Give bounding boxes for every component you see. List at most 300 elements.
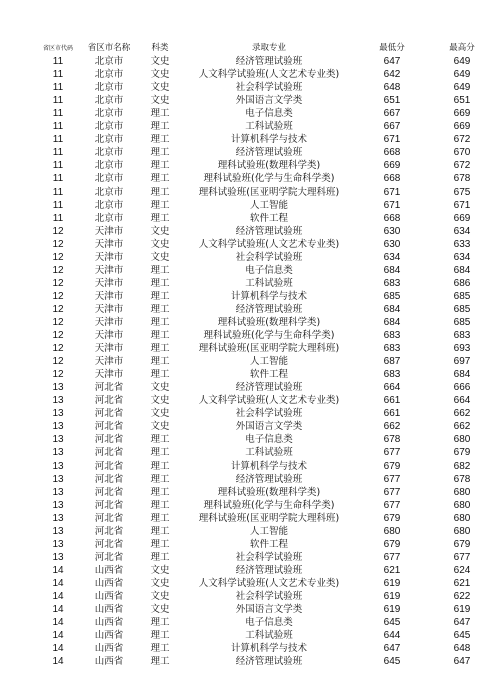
table-row — [38, 642, 498, 655]
cell-major: 工科试验班 — [245, 447, 293, 459]
table-row — [38, 159, 498, 172]
table-row — [38, 525, 498, 538]
cell-major: 理科试验班(匡亚明学院大理科班) — [198, 186, 340, 198]
table-row — [38, 355, 498, 368]
cell-province-code: 11 — [52, 82, 64, 94]
cell-max-score: 678 — [453, 173, 471, 185]
cell-subject-kind: 文史 — [150, 69, 170, 81]
cell-province-code: 11 — [52, 121, 64, 133]
cell-min-score: 668 — [383, 212, 401, 224]
column-header-province: 省区市名称 — [87, 43, 131, 54]
cell-subject-kind: 理工 — [150, 277, 170, 289]
cell-province-code: 11 — [52, 160, 64, 172]
column-header-kind: 科类 — [151, 43, 169, 54]
cell-province-code: 12 — [52, 264, 64, 276]
cell-province-name: 天津市 — [94, 330, 124, 342]
cell-province-code: 13 — [52, 460, 64, 472]
cell-min-score: 645 — [383, 656, 401, 668]
cell-province-code: 13 — [52, 538, 64, 550]
cell-province-name: 河北省 — [94, 421, 124, 433]
cell-province-name: 河北省 — [94, 499, 124, 511]
cell-min-score: 645 — [383, 617, 401, 629]
cell-subject-kind: 理工 — [150, 499, 170, 511]
cell-min-score: 667 — [383, 121, 401, 133]
cell-province-name: 河北省 — [94, 551, 124, 563]
cell-max-score: 645 — [453, 630, 471, 642]
cell-min-score: 684 — [383, 303, 401, 315]
table-row — [38, 107, 498, 120]
table-row — [38, 68, 498, 81]
table-row — [38, 290, 498, 303]
cell-major: 社会科学试验班 — [235, 251, 303, 263]
cell-major: 人文科学试验班(人文艺术专业类) — [198, 238, 340, 250]
table-row — [38, 251, 498, 264]
cell-min-score: 683 — [383, 369, 401, 381]
cell-province-name: 山西省 — [94, 643, 124, 655]
cell-major: 软件工程 — [249, 212, 288, 224]
cell-major: 经济管理试验班 — [235, 382, 303, 394]
cell-province-code: 11 — [52, 95, 64, 107]
cell-province-code: 14 — [52, 643, 64, 655]
table-row — [38, 603, 498, 616]
cell-min-score: 679 — [383, 538, 401, 550]
cell-province-code: 12 — [52, 343, 64, 355]
table-row — [38, 329, 498, 342]
cell-major: 社会科学试验班 — [235, 551, 303, 563]
cell-province-code: 14 — [52, 590, 64, 602]
cell-max-score: 685 — [453, 290, 471, 302]
cell-max-score: 649 — [453, 56, 471, 68]
cell-major: 人工智能 — [249, 356, 288, 368]
cell-major: 人工智能 — [249, 199, 288, 211]
cell-major: 理科试验班(数理科学类) — [217, 486, 321, 498]
cell-subject-kind: 理工 — [150, 656, 170, 668]
cell-province-code: 12 — [52, 251, 64, 263]
cell-subject-kind: 文史 — [150, 95, 170, 107]
cell-max-score: 624 — [453, 564, 471, 576]
cell-province-name: 河北省 — [94, 525, 124, 537]
cell-min-score: 619 — [383, 590, 401, 602]
cell-max-score: 666 — [453, 382, 471, 394]
admission-score-table — [38, 42, 498, 668]
cell-subject-kind: 文史 — [150, 421, 170, 433]
table-row — [38, 629, 498, 642]
cell-max-score: 634 — [453, 251, 471, 263]
cell-major: 经济管理试验班 — [235, 225, 303, 237]
cell-min-score: 664 — [383, 382, 401, 394]
cell-subject-kind: 理工 — [150, 551, 170, 563]
cell-province-name: 北京市 — [94, 121, 124, 133]
cell-subject-kind: 理工 — [150, 369, 170, 381]
cell-province-name: 山西省 — [94, 656, 124, 668]
cell-province-code: 11 — [52, 69, 64, 81]
cell-max-score: 647 — [453, 656, 471, 668]
cell-province-name: 河北省 — [94, 486, 124, 498]
cell-min-score: 667 — [383, 108, 401, 120]
cell-province-code: 11 — [52, 173, 64, 185]
cell-major: 计算机科学与技术 — [230, 643, 307, 655]
cell-province-name: 天津市 — [94, 369, 124, 381]
cell-major: 经济管理试验班 — [235, 473, 303, 485]
cell-max-score: 621 — [453, 577, 471, 589]
cell-major: 社会科学试验班 — [235, 408, 303, 420]
cell-major: 理科试验班(数理科学类) — [217, 317, 321, 328]
cell-province-name: 河北省 — [94, 460, 124, 472]
table-row — [38, 551, 498, 564]
cell-province-name: 北京市 — [94, 108, 124, 120]
table-row — [38, 225, 498, 238]
cell-min-score: 619 — [383, 604, 401, 616]
cell-min-score: 687 — [383, 356, 401, 368]
cell-subject-kind: 文史 — [150, 251, 170, 263]
cell-major: 社会科学试验班 — [235, 590, 303, 602]
cell-min-score: 677 — [383, 551, 401, 563]
cell-province-name: 河北省 — [94, 382, 124, 394]
table-row — [38, 172, 498, 185]
cell-province-name: 天津市 — [94, 277, 124, 289]
cell-province-code: 12 — [52, 369, 64, 381]
cell-max-score: 680 — [453, 434, 471, 446]
cell-province-code: 11 — [52, 186, 64, 198]
cell-major: 理科试验班(匡亚明学院大理科班) — [198, 343, 340, 355]
cell-major: 外国语言文学类 — [235, 95, 303, 107]
cell-province-name: 天津市 — [94, 356, 124, 368]
cell-province-code: 14 — [52, 656, 64, 668]
cell-min-score: 677 — [383, 499, 401, 511]
cell-min-score: 630 — [383, 238, 401, 250]
table-row — [38, 577, 498, 590]
cell-max-score: 685 — [453, 317, 471, 328]
cell-subject-kind: 理工 — [150, 643, 170, 655]
cell-province-code: 14 — [52, 577, 64, 589]
cell-province-code: 14 — [52, 604, 64, 616]
cell-max-score: 679 — [453, 538, 471, 550]
cell-major: 人文科学试验班(人文艺术专业类) — [198, 577, 340, 589]
cell-max-score: 662 — [453, 408, 471, 420]
table-row — [38, 342, 498, 355]
cell-province-code: 13 — [52, 473, 64, 485]
cell-subject-kind: 理工 — [150, 356, 170, 368]
cell-max-score: 684 — [453, 264, 471, 276]
table-row — [38, 316, 498, 329]
cell-major: 经济管理试验班 — [235, 56, 303, 68]
cell-max-score: 683 — [453, 330, 471, 342]
cell-major: 经济管理试验班 — [235, 303, 303, 315]
cell-subject-kind: 理工 — [150, 317, 170, 328]
cell-province-name: 山西省 — [94, 604, 124, 616]
cell-min-score: 651 — [383, 95, 401, 107]
cell-subject-kind: 理工 — [150, 134, 170, 146]
table-row — [38, 433, 498, 446]
cell-province-name: 北京市 — [94, 95, 124, 107]
cell-major: 社会科学试验班 — [235, 82, 303, 94]
cell-province-code: 12 — [52, 356, 64, 368]
cell-province-name: 河北省 — [94, 447, 124, 459]
table-row — [38, 446, 498, 459]
cell-max-score: 647 — [453, 617, 471, 629]
cell-min-score: 677 — [383, 447, 401, 459]
cell-province-name: 天津市 — [94, 303, 124, 315]
cell-min-score: 621 — [383, 564, 401, 576]
cell-max-score: 622 — [453, 590, 471, 602]
cell-major: 计算机科学与技术 — [230, 460, 307, 472]
table-body — [38, 55, 498, 668]
cell-subject-kind: 理工 — [150, 460, 170, 472]
cell-max-score: 675 — [453, 186, 471, 198]
cell-province-name: 山西省 — [94, 617, 124, 629]
cell-province-name: 天津市 — [94, 251, 124, 263]
cell-subject-kind: 理工 — [150, 264, 170, 276]
table-row — [38, 146, 498, 159]
cell-max-score: 634 — [453, 225, 471, 237]
cell-min-score: 677 — [383, 486, 401, 498]
cell-province-code: 12 — [52, 277, 64, 289]
column-header-min-score: 最低分 — [379, 43, 405, 54]
table-row — [38, 394, 498, 407]
cell-min-score: 647 — [383, 643, 401, 655]
cell-major: 人工智能 — [249, 525, 288, 537]
cell-subject-kind: 理工 — [150, 538, 170, 550]
cell-min-score: 677 — [383, 473, 401, 485]
cell-min-score: 678 — [383, 434, 401, 446]
table-row — [38, 94, 498, 107]
cell-min-score: 683 — [383, 343, 401, 355]
table-row — [38, 212, 498, 225]
cell-subject-kind: 理工 — [150, 147, 170, 159]
cell-province-name: 北京市 — [94, 56, 124, 68]
cell-subject-kind: 理工 — [150, 630, 170, 642]
cell-min-score: 684 — [383, 264, 401, 276]
cell-max-score: 672 — [453, 160, 471, 172]
column-header-max-score: 最高分 — [449, 43, 475, 54]
cell-max-score: 677 — [453, 551, 471, 563]
cell-max-score: 649 — [453, 69, 471, 81]
table-row — [38, 277, 498, 290]
cell-min-score: 668 — [383, 173, 401, 185]
table-row — [38, 381, 498, 394]
cell-province-name: 天津市 — [94, 225, 124, 237]
cell-min-score: 669 — [383, 160, 401, 172]
cell-province-name: 北京市 — [94, 186, 124, 198]
table-row — [38, 499, 498, 512]
cell-min-score: 642 — [383, 69, 401, 81]
cell-subject-kind: 理工 — [150, 199, 170, 211]
cell-province-name: 山西省 — [94, 564, 124, 576]
cell-province-name: 天津市 — [94, 317, 124, 328]
cell-max-score: 697 — [453, 356, 471, 368]
cell-max-score: 670 — [453, 147, 471, 159]
cell-province-code: 11 — [52, 56, 64, 68]
cell-subject-kind: 文史 — [150, 395, 170, 407]
table-row — [38, 186, 498, 199]
column-header-major: 录取专业 — [251, 43, 286, 54]
cell-province-code: 14 — [52, 630, 64, 642]
cell-province-code: 12 — [52, 290, 64, 302]
cell-province-name: 天津市 — [94, 290, 124, 302]
cell-max-score: 671 — [453, 199, 471, 211]
cell-province-name: 山西省 — [94, 630, 124, 642]
cell-province-code: 12 — [52, 330, 64, 342]
cell-province-code: 13 — [52, 512, 64, 524]
cell-subject-kind: 理工 — [150, 473, 170, 485]
cell-subject-kind: 文史 — [150, 604, 170, 616]
cell-major: 理科试验班(化学与生命科学类) — [203, 499, 335, 511]
cell-province-name: 北京市 — [94, 147, 124, 159]
cell-min-score: 683 — [383, 277, 401, 289]
cell-min-score: 671 — [383, 186, 401, 198]
cell-province-code: 13 — [52, 551, 64, 563]
cell-min-score: 684 — [383, 317, 401, 328]
cell-province-name: 河北省 — [94, 395, 124, 407]
cell-major: 工科试验班 — [245, 630, 293, 642]
cell-subject-kind: 文史 — [150, 225, 170, 237]
cell-subject-kind: 理工 — [150, 486, 170, 498]
cell-subject-kind: 理工 — [150, 330, 170, 342]
cell-min-score: 671 — [383, 199, 401, 211]
cell-min-score: 679 — [383, 460, 401, 472]
table-row — [38, 655, 498, 668]
cell-subject-kind: 理工 — [150, 512, 170, 524]
table-row — [38, 460, 498, 473]
cell-major: 计算机科学与技术 — [230, 134, 307, 146]
cell-province-code: 12 — [52, 238, 64, 250]
cell-max-score: 669 — [453, 108, 471, 120]
cell-subject-kind: 文史 — [150, 382, 170, 394]
table-row — [38, 564, 498, 577]
cell-major: 人文科学试验班(人文艺术专业类) — [198, 395, 340, 407]
table-row — [38, 473, 498, 486]
cell-subject-kind: 理工 — [150, 173, 170, 185]
cell-province-code: 11 — [52, 134, 64, 146]
cell-province-code: 11 — [52, 199, 64, 211]
cell-min-score: 647 — [383, 56, 401, 68]
cell-province-code: 11 — [52, 212, 64, 224]
cell-major: 经济管理试验班 — [235, 564, 303, 576]
table-row — [38, 199, 498, 212]
cell-major: 电子信息类 — [245, 434, 293, 446]
cell-province-name: 北京市 — [94, 82, 124, 94]
cell-major: 软件工程 — [249, 369, 288, 381]
cell-min-score: 661 — [383, 395, 401, 407]
cell-major: 电子信息类 — [245, 617, 293, 629]
cell-major: 工科试验班 — [245, 277, 293, 289]
cell-province-name: 河北省 — [94, 434, 124, 446]
header-row — [38, 42, 498, 55]
cell-max-score: 648 — [453, 643, 471, 655]
cell-province-name: 北京市 — [94, 160, 124, 172]
cell-subject-kind: 理工 — [150, 617, 170, 629]
cell-subject-kind: 文史 — [150, 408, 170, 420]
cell-max-score: 680 — [453, 499, 471, 511]
cell-max-score: 649 — [453, 82, 471, 94]
cell-subject-kind: 文史 — [150, 590, 170, 602]
cell-subject-kind: 理工 — [150, 303, 170, 315]
cell-subject-kind: 理工 — [150, 290, 170, 302]
cell-max-score: 682 — [453, 460, 471, 472]
cell-subject-kind: 文史 — [150, 82, 170, 94]
cell-subject-kind: 文史 — [150, 577, 170, 589]
cell-min-score: 662 — [383, 421, 401, 433]
cell-max-score: 664 — [453, 395, 471, 407]
cell-min-score: 685 — [383, 290, 401, 302]
cell-province-code: 13 — [52, 408, 64, 420]
cell-province-name: 北京市 — [94, 173, 124, 185]
cell-province-code: 13 — [52, 525, 64, 537]
cell-min-score: 661 — [383, 408, 401, 420]
cell-min-score: 683 — [383, 330, 401, 342]
cell-subject-kind: 理工 — [150, 108, 170, 120]
cell-major: 计算机科学与技术 — [230, 290, 307, 302]
cell-major: 电子信息类 — [245, 108, 293, 120]
cell-subject-kind: 文史 — [150, 56, 170, 68]
table-row — [38, 420, 498, 433]
cell-province-name: 天津市 — [94, 343, 124, 355]
cell-province-name: 山西省 — [94, 590, 124, 602]
table-row — [38, 55, 498, 68]
column-header-code: 省区市代码 — [42, 45, 73, 53]
table-row — [38, 368, 498, 381]
cell-max-score: 680 — [453, 512, 471, 524]
cell-max-score: 678 — [453, 473, 471, 485]
cell-province-name: 河北省 — [94, 408, 124, 420]
cell-province-code: 12 — [52, 317, 64, 328]
cell-province-name: 北京市 — [94, 69, 124, 81]
cell-max-score: 669 — [453, 121, 471, 133]
table-row — [38, 590, 498, 603]
table-row — [38, 303, 498, 316]
cell-province-name: 天津市 — [94, 264, 124, 276]
table-row — [38, 407, 498, 420]
table-row — [38, 264, 498, 277]
cell-province-code: 13 — [52, 395, 64, 407]
cell-province-code: 14 — [52, 617, 64, 629]
cell-min-score: 680 — [383, 525, 401, 537]
cell-subject-kind: 理工 — [150, 525, 170, 537]
cell-min-score: 668 — [383, 147, 401, 159]
cell-min-score: 644 — [383, 630, 401, 642]
cell-max-score: 680 — [453, 486, 471, 498]
cell-major: 外国语言文学类 — [235, 604, 303, 616]
cell-subject-kind: 文史 — [150, 564, 170, 576]
cell-subject-kind: 理工 — [150, 434, 170, 446]
cell-subject-kind: 理工 — [150, 447, 170, 459]
cell-province-name: 河北省 — [94, 538, 124, 550]
cell-subject-kind: 文史 — [150, 238, 170, 250]
table-row — [38, 616, 498, 629]
cell-major: 理科试验班(化学与生命科学类) — [203, 330, 335, 342]
cell-major: 经济管理试验班 — [235, 656, 303, 668]
cell-max-score: 669 — [453, 212, 471, 224]
cell-major: 工科试验班 — [245, 121, 293, 133]
cell-min-score: 619 — [383, 577, 401, 589]
cell-max-score: 679 — [453, 447, 471, 459]
table-row — [38, 133, 498, 146]
cell-major: 软件工程 — [249, 538, 288, 550]
cell-province-name: 北京市 — [94, 212, 124, 224]
cell-min-score: 671 — [383, 134, 401, 146]
cell-subject-kind: 理工 — [150, 160, 170, 172]
cell-max-score: 686 — [453, 277, 471, 289]
cell-max-score: 684 — [453, 369, 471, 381]
cell-max-score: 662 — [453, 421, 471, 433]
cell-max-score: 685 — [453, 303, 471, 315]
cell-province-code: 13 — [52, 434, 64, 446]
cell-province-name: 北京市 — [94, 134, 124, 146]
cell-major: 经济管理试验班 — [235, 147, 303, 159]
cell-subject-kind: 理工 — [150, 212, 170, 224]
score-sheet — [0, 42, 500, 668]
cell-major: 理科试验班(化学与生命科学类) — [203, 173, 335, 185]
